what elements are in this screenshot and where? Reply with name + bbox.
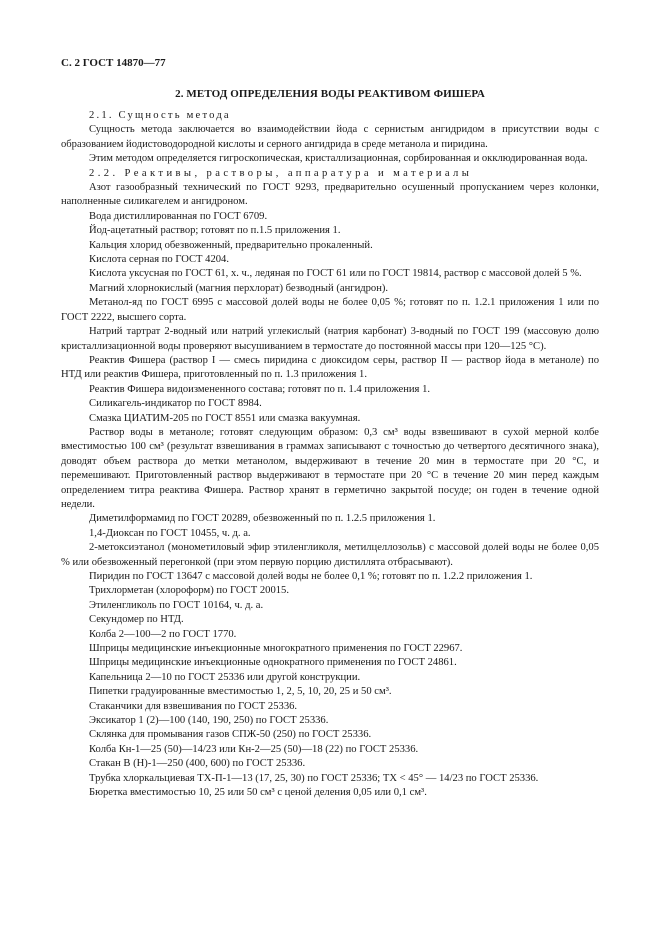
paragraph: Колба 2—100—2 по ГОСТ 1770. bbox=[89, 628, 237, 640]
paragraph: Этим методом определяется гигроскопическая, кристаллизационная, сорбированная и окклюдированная вода. bbox=[89, 153, 588, 165]
paragraph: Бюретка вместимостью 10, 25 или 50 см³ с ценой деления 0,05 или 0,1 см³. bbox=[89, 787, 427, 799]
paragraph: Склянка для промывания газов СПЖ-50 (250) по ГОСТ 25336. bbox=[89, 729, 372, 741]
paragraph: Диметилформамид по ГОСТ 20289, обезвоженный по п. 1.2.5 приложения 1. bbox=[89, 513, 436, 525]
paragraph: Вода дистиллированная по ГОСТ 6709. bbox=[89, 210, 268, 222]
paragraph: Магний хлорнокислый (магния перхлорат) безводный (ангидрон). bbox=[89, 282, 389, 294]
paragraph: Азот газообразный технический по ГОСТ 9293, предварительно осушенный пропусканием через колонки, наполненные силикагелем и ангидроном. bbox=[61, 182, 599, 208]
paragraph: Метанол-яд по ГОСТ 6995 с массовой долей воды не более 0,05 %; готовят по п. 1.2.1 приложения 1 или по ГОСТ 2222, высшего сорта. bbox=[61, 297, 599, 323]
paragraph: Капельница 2—10 по ГОСТ 25336 или другой конструкции. bbox=[89, 671, 361, 683]
paragraph: Реактив Фишера (раствор I — смесь пиридина с диоксидом серы, раствор II — раствор йода в метаноле) по НТД или реактив Фишера, приготовленный по п. 1.3 приложения 1. bbox=[61, 354, 599, 381]
paragraph: Стакан В (Н)-1—250 (400, 600) по ГОСТ 25336. bbox=[89, 758, 306, 770]
running-head: С. 2 ГОСТ 14870—77 bbox=[61, 57, 166, 69]
paragraph: Шприцы медицинские инъекционные многократного применения по ГОСТ 22967. bbox=[89, 643, 463, 655]
subsection-heading-essence: 2.1. Сущность метода bbox=[89, 110, 231, 121]
section-title: 2. МЕТОД ОПРЕДЕЛЕНИЯ ВОДЫ РЕАКТИВОМ ФИШЕРА bbox=[175, 88, 485, 100]
document-body bbox=[61, 109, 599, 801]
paragraph: Натрий тартрат 2-водный или натрий углекислый (натрия карбонат) 3-водный по ГОСТ 199 (массовую долю кристаллизационной воды проверяют высушиванием в термостате до постоянной массы при 120—125 °С). bbox=[61, 326, 599, 352]
paragraph: Йод-ацетатный раствор; готовят по п.1.5 приложения 1. bbox=[89, 225, 341, 237]
paragraph: Колба Кн-1—25 (50)—14/23 или Кн-2—25 (50)—18 (22) по ГОСТ 25336. bbox=[89, 743, 419, 755]
paragraph: Силикагель-индикатор по ГОСТ 8984. bbox=[89, 398, 262, 410]
paragraph: Сущность метода заключается во взаимодействии йода с сернистым ангидридом в присутствии воды с образованием йодистоводородной кислоты и серного ангидрида в среде метанола и пиридина. bbox=[61, 124, 599, 150]
paragraph: 2-метоксиэтанол (монометиловый эфир этиленгликоля, метилцеллозольв) с массовой долей воды не более 0,05 % или обезвоженный перегонкой (при этом первую порцию дистиллята отбрасывают). bbox=[61, 542, 599, 568]
paragraph: Пиридин по ГОСТ 13647 с массовой долей воды не более 0,1 %; готовят по п. 1.2.2 приложения 1. bbox=[89, 571, 533, 582]
paragraph: Кальция хлорид обезвоженный, предварительно прокаленный. bbox=[89, 239, 373, 251]
paragraph: Секундомер по НТД. bbox=[89, 614, 184, 626]
paragraph: 1,4-Диоксан по ГОСТ 10455, ч. д. а. bbox=[89, 527, 251, 539]
paragraph: Трубка хлоркальциевая ТХ-П-1—13 (17, 25, 30) по ГОСТ 25336; ТХ < 45° — 14/23 по ГОСТ 25336. bbox=[89, 772, 539, 784]
paragraph: Раствор воды в метаноле; готовят следующим образом: 0,3 см³ воды взвешивают в сухой мерной колбе вместимостью 100 см³ (результат взвешивания в граммах записывают с точностью до четвертого десятичного знака), доводят объем раствора до метки метанолом, выдерживают в течение 20 мин в термостате при 20 °С, и перемешивают. Приготовленный раствор выдерживают в термостате при 20 °С в течение 20 мин перед каждым определением титра реактива Фишера. Раствор хранят в герметично закрытой посуде; он годен в течение одной недели. bbox=[61, 426, 599, 510]
paragraph: Кислота серная по ГОСТ 4204. bbox=[89, 254, 229, 266]
paragraph: Реактив Фишера видоизмененного состава; готовят по п. 1.4 приложения 1. bbox=[89, 383, 431, 395]
paragraph: Этиленгликоль по ГОСТ 10164, ч. д. а. bbox=[89, 599, 264, 611]
paragraph: Кислота уксусная по ГОСТ 61, х. ч., ледяная по ГОСТ 61 или по ГОСТ 19814, раствор с массовой долей 5 %. bbox=[89, 268, 582, 280]
subsection-heading-reagents: 2.2. Реактивы, растворы, аппаратура и материалы bbox=[89, 167, 473, 179]
paragraph: Трихлорметан (хлороформ) по ГОСТ 20015. bbox=[89, 585, 289, 597]
paragraph: Смазка ЦИАТИМ-205 по ГОСТ 8551 или смазка вакуумная. bbox=[89, 412, 361, 424]
paragraph: Пипетки градуированные вместимостью 1, 2, 5, 10, 20, 25 и 50 см³. bbox=[89, 686, 392, 698]
paragraph: Стаканчики для взвешивания по ГОСТ 25336. bbox=[89, 700, 298, 712]
paragraph: Шприцы медицинские инъекционные однократного применения по ГОСТ 24861. bbox=[89, 657, 457, 669]
paragraph: Эксикатор 1 (2)—100 (140, 190, 250) по ГОСТ 25336. bbox=[89, 715, 329, 727]
